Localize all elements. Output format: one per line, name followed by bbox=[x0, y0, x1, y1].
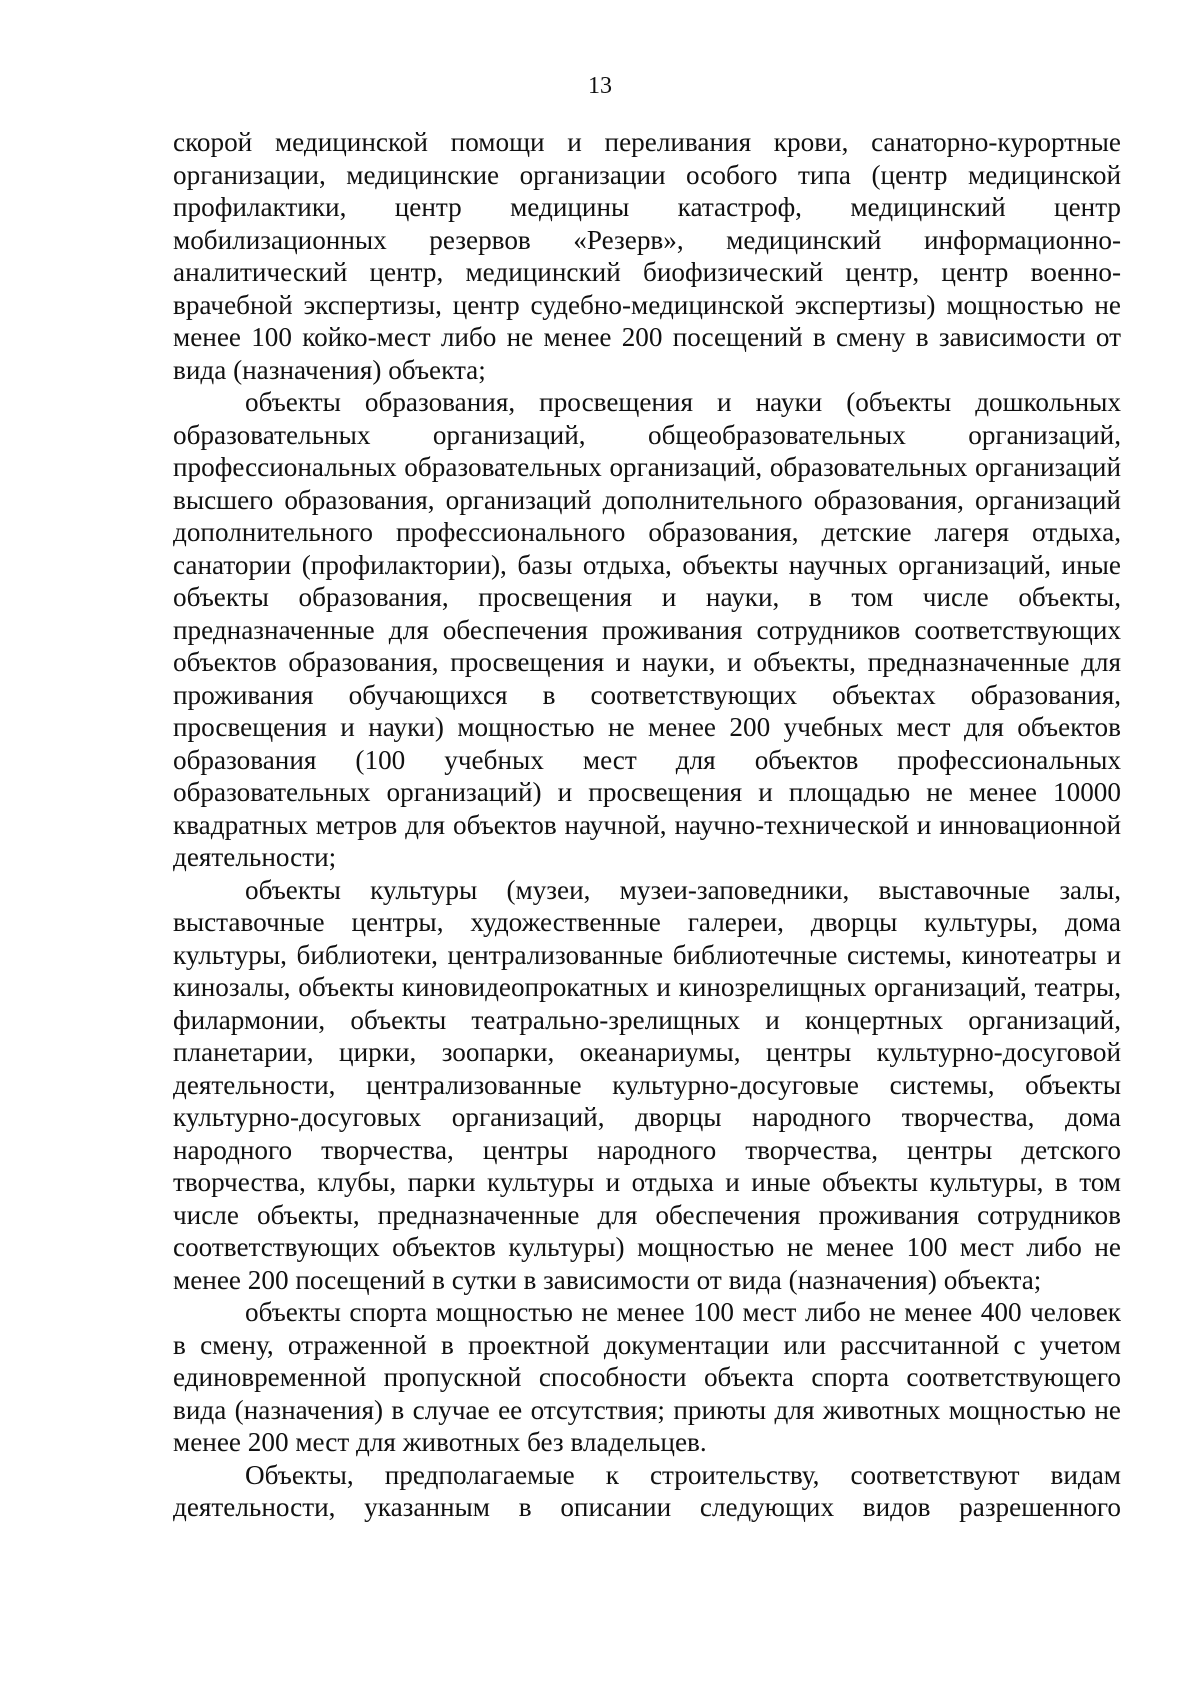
body-text bbox=[173, 126, 1121, 1524]
page-number: 13 bbox=[588, 73, 612, 99]
paragraph-education-objects: объекты образования, просвещения и науки (объекты дошкольных образовательных организаций, общеобразовательных организаций, профессиональных образовательных организаций, образовательных организаций высшего образования, организаций дополнительного образования, организаций дополнительного профессионального образования, детские лагеря отдыха, санатории (профилактории), базы отдыха, объекты научных организаций, иные объекты образования, просвещения и науки, в том числе объекты, предназначенные для обеспечения проживания сотрудников соответствующих объектов образования, просвещения и науки, и объекты, предназначенные для проживания обучающихся в соответствующих объектах образования, просвещения и науки) мощностью не менее 200 учебных мест для объектов образования (100 учебных мест для объектов профессиональных образовательных организаций) и просвещения и площадью не менее 10000 квадратных метров для объектов научной, научно-технической и инновационной деятельности; bbox=[173, 387, 1121, 872]
paragraph-medical-facilities: скорой медицинской помощи и переливания крови, санаторно-курортные организации, медицинские организации особого типа (центр медицинской профилактики, центр медицины катастроф, медицинский центр мобилизационных резервов «Резерв», медицинский информационно-аналитический центр, медицинский биофизический центр, центр военно-врачебной экспертизы, центр судебно-медицинской экспертизы) мощностью не менее 100 койко-мест либо не менее 200 посещений в смену в зависимости от вида (назначения) объекта; bbox=[173, 127, 1121, 385]
paragraph-sport-objects: объекты спорта мощностью не менее 100 мест либо не менее 400 человек в смену, отраженной в проектной документации или рассчитанной с учетом единовременной пропускной способности объекта спорта соответствующего вида (назначения) в случае ее отсутствия; приюты для животных мощностью не менее 200 мест для животных без владельцев. bbox=[173, 1297, 1121, 1457]
paragraph-culture-objects: объекты культуры (музеи, музеи-заповедники, выставочные залы, выставочные центры, художественные галереи, дворцы культуры, дома культуры, библиотеки, централизованные библиотечные системы, кинотеатры и кинозалы, объекты киновидеопрокатных и кинозрелищных организаций, театры, филармонии, объекты театрально-зрелищных и концертных организаций, планетарии, цирки, зоопарки, океанариумы, центры культурно-досуговой деятельности, централизованные культурно-досуговые системы, объекты культурно-досуговых организаций, дворцы народного творчества, дома народного творчества, центры народного творчества, центры детского творчества, клубы, парки культуры и отдыха и иные объекты культуры, в том числе объекты, предназначенные для обеспечения проживания сотрудников соответствующих объектов культуры) мощностью не менее 100 мест либо не менее 200 посещений в сутки в зависимости от вида (назначения) объекта; bbox=[173, 874, 1121, 1295]
paragraph-construction-objects: Объекты, предполагаемые к строительству, соответствуют видам деятельности, указанным в описании следующих видов разрешенного bbox=[173, 1459, 1121, 1522]
